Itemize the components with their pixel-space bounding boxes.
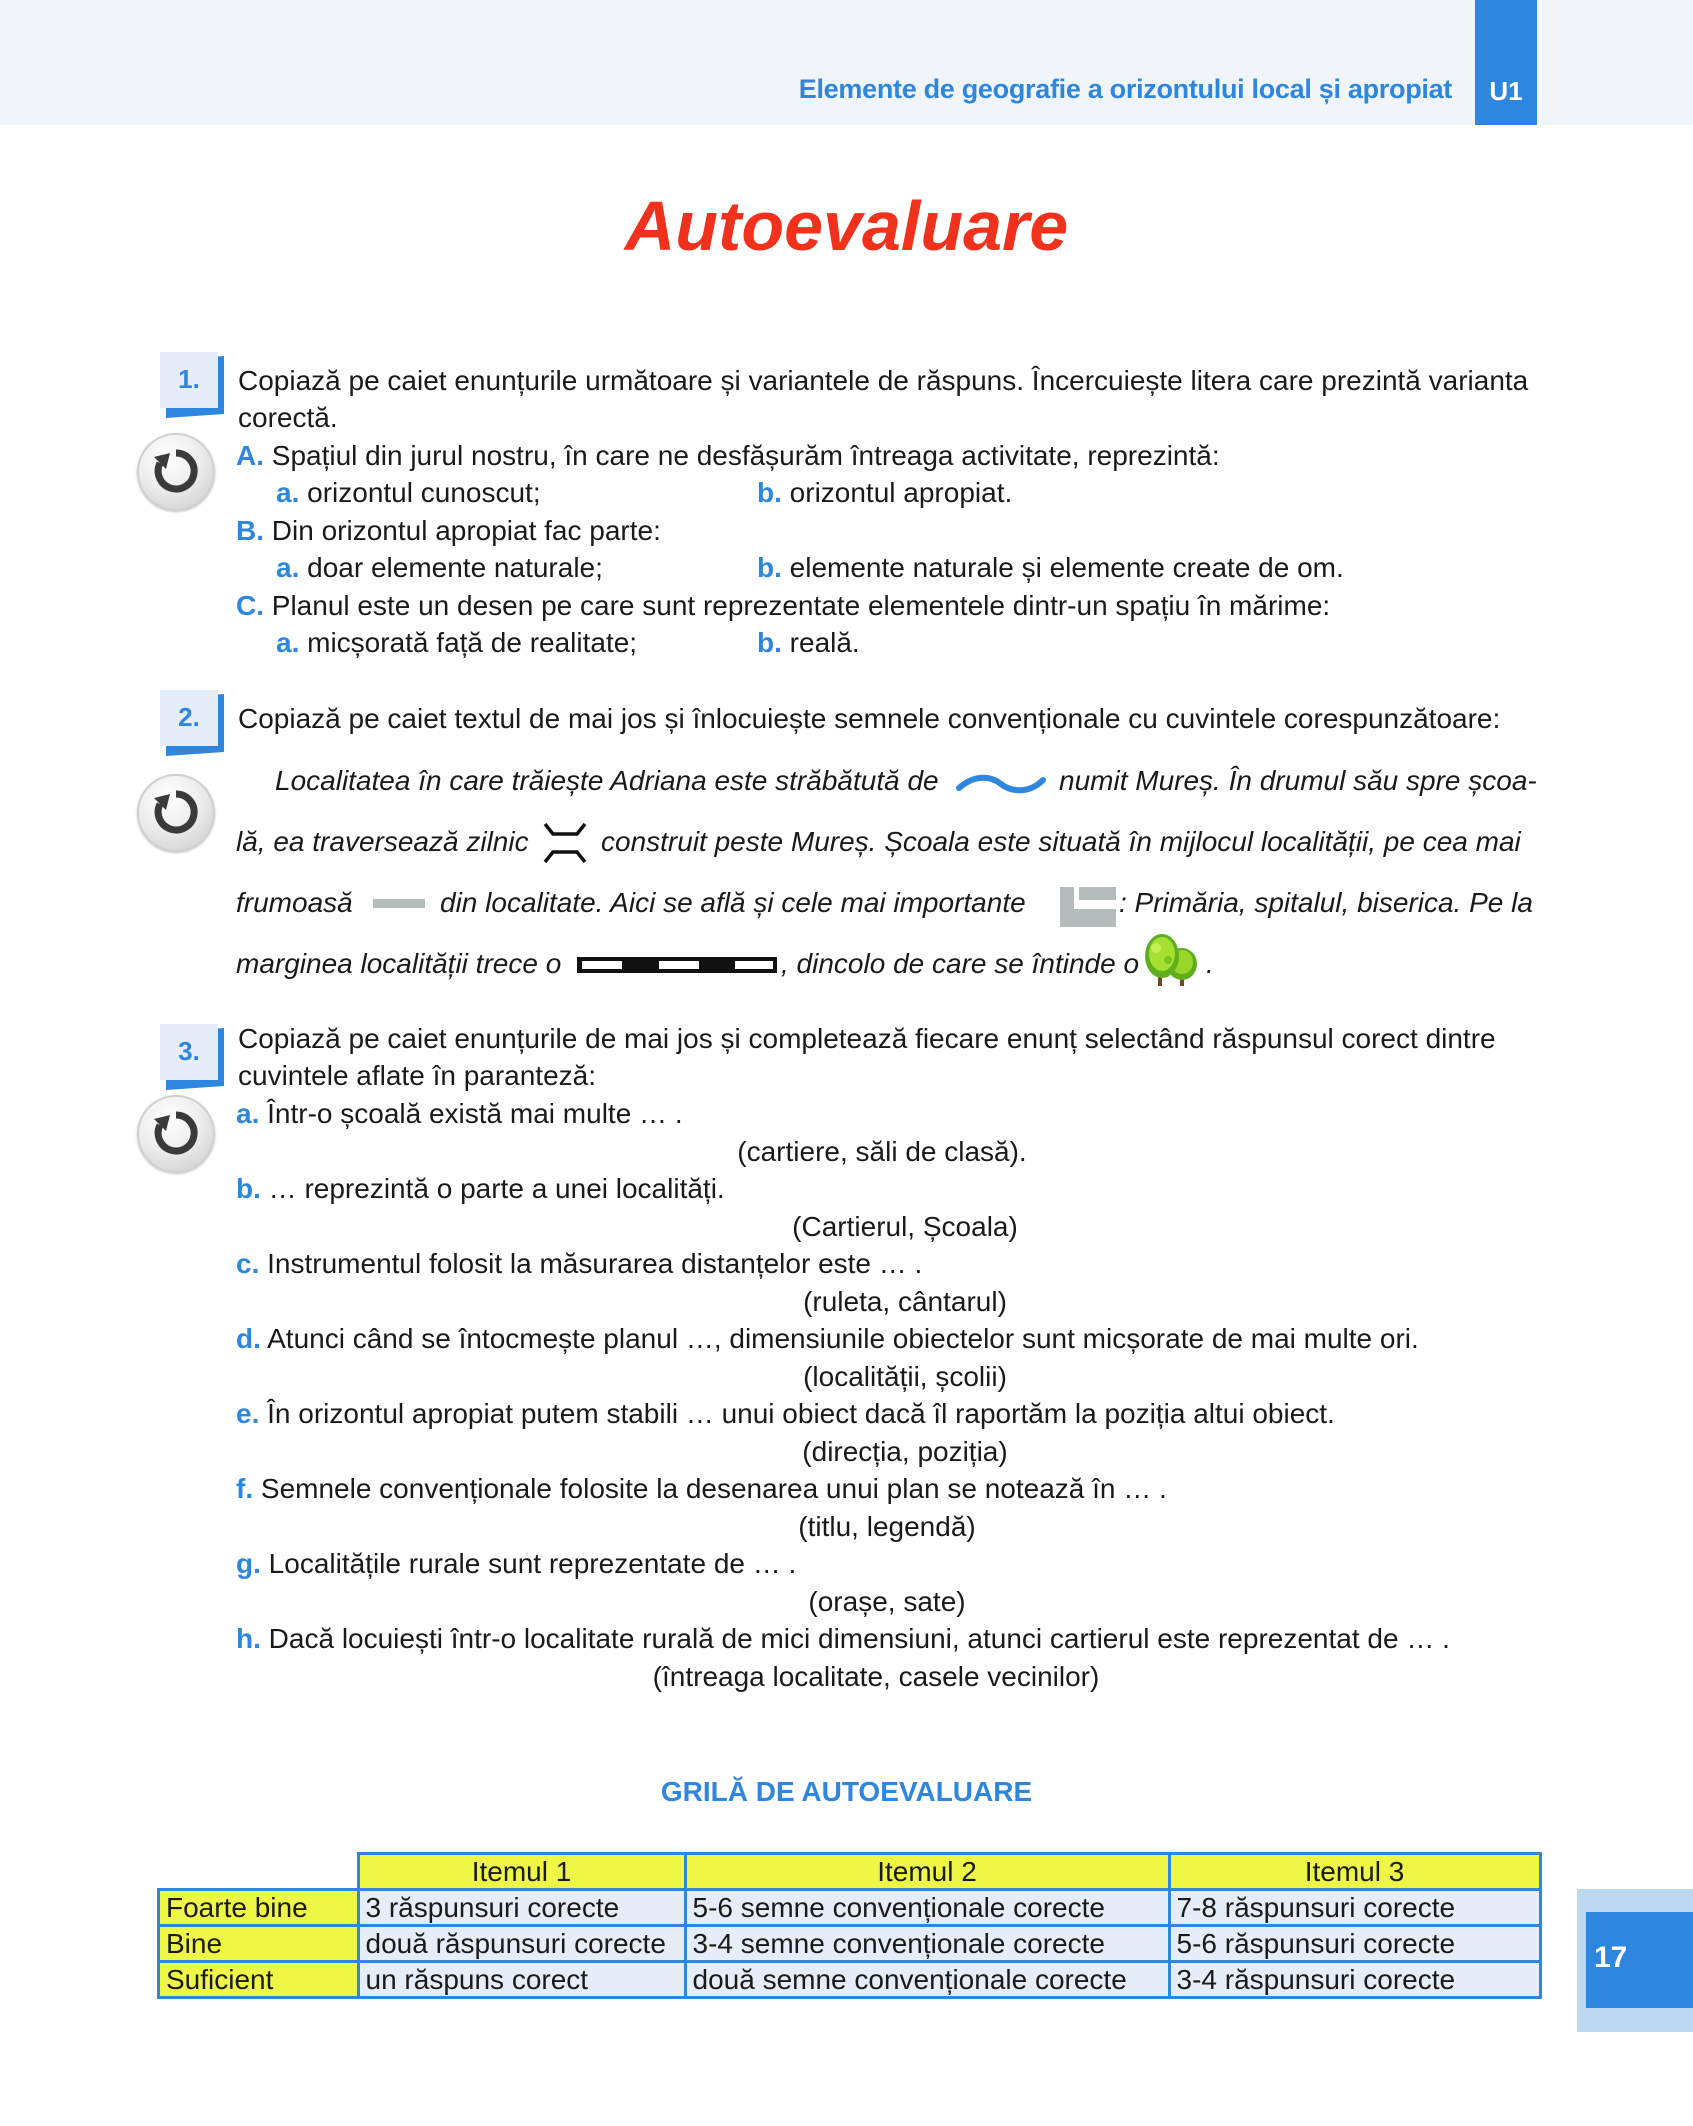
paragraph-text: , dincolo de care se întinde o [781, 948, 1140, 979]
option [276, 626, 637, 660]
paragraph-text: Localitatea în care trăiește Adriana este străbătută de [275, 765, 939, 796]
grid-row-label: Foarte bine [159, 1890, 359, 1926]
item-text: Localitățile rurale sunt reprezentate de … . [268, 1548, 797, 1579]
option-text: orizontul apropiat. [789, 477, 1013, 508]
exercise-number-badge [160, 1024, 218, 1082]
railway-symbol-icon [577, 957, 777, 973]
repeat-icon [137, 433, 215, 511]
grid-cell: două răspunsuri corecte [358, 1926, 685, 1962]
question-b [236, 514, 661, 548]
answer-choices: (localității, școlii) [803, 1360, 1007, 1392]
option-text: micșorată față de realitate; [307, 627, 638, 658]
option [276, 551, 603, 585]
unit-tab-label: U1 [1489, 76, 1523, 106]
item-label: e. [236, 1398, 260, 1429]
grid-cell: 3-4 semne convenționale corecte [685, 1926, 1169, 1962]
repeat-icon [137, 774, 215, 852]
grid-row [159, 1962, 1541, 1998]
option-text: doar elemente naturale; [307, 552, 603, 583]
option-text: elemente naturale și elemente create de om. [789, 552, 1344, 583]
grid-cell: un răspuns corect [358, 1962, 685, 1998]
option-text: reală. [789, 627, 860, 658]
exercise-instruction-cont: cuvintele aflate în paranteză: [238, 1060, 597, 1091]
answer-choices: (direcția, poziția) [802, 1435, 1008, 1467]
header-band [0, 0, 1693, 125]
question-label: A. [236, 440, 264, 471]
option-label: b. [757, 627, 782, 658]
fill-in-item [236, 1172, 725, 1206]
exercise-instruction: Copiază pe caiet textul de mai jos și înlocuiește semnele convenționale cu cuvintele corespunzătoare: [238, 703, 1501, 734]
fill-in-item [236, 1547, 796, 1581]
item-label: g. [236, 1548, 261, 1579]
grid-cell: 3 răspunsuri corecte [358, 1890, 685, 1926]
fill-in-item [236, 1097, 683, 1131]
grid-cell: 3-4 răspunsuri corecte [1169, 1962, 1540, 1998]
fill-in-item [236, 1322, 1419, 1356]
item-text: Într-o școală există mai multe … . [267, 1098, 683, 1129]
grid-cell: 5-6 răspunsuri corecte [1169, 1926, 1540, 1962]
option [757, 551, 1344, 585]
grid-header-row [159, 1854, 1541, 1890]
item-label: h. [236, 1623, 261, 1654]
item-label: c. [236, 1248, 260, 1279]
item-label: a. [236, 1098, 260, 1129]
grid-cell: 5-6 semne convenționale corecte [685, 1890, 1169, 1926]
self-evaluation-grid [157, 1852, 1542, 1999]
option [757, 626, 860, 660]
grid-row [159, 1890, 1541, 1926]
fill-in-item [236, 1247, 922, 1281]
fill-in-item [236, 1622, 1450, 1656]
option-label: b. [757, 552, 782, 583]
fill-in-item [236, 1397, 1335, 1431]
grid-corner [159, 1854, 359, 1890]
exercise-instruction: Copiază pe caiet enunțurile de mai jos și completează fiecare enunț selectând răspunsul corect dintre [238, 1023, 1496, 1054]
question-text: Spațiul din jurul nostru, în care ne desfășurăm întreaga activitate, reprezintă: [271, 440, 1220, 471]
exercise-number: 3. [178, 1036, 200, 1066]
option-label: b. [757, 477, 782, 508]
river-symbol-icon [955, 772, 1047, 796]
option-label: a. [276, 552, 300, 583]
repeat-icon [137, 1095, 215, 1173]
item-text: … reprezintă o parte a unei localități. [268, 1173, 725, 1204]
grid-cell: două semne convenționale corecte [685, 1962, 1169, 1998]
question-a [236, 439, 1220, 473]
answer-choices: (întreaga localitate, casele vecinilor) [652, 1660, 1100, 1692]
paragraph-text: numit Mureș. În drumul său spre școa- [1059, 765, 1537, 796]
paragraph-text: : Primăria, spitalul, biserica. Pe la [1119, 887, 1533, 918]
question-label: B. [236, 515, 264, 546]
paragraph-text: din localitate. Aici se află și cele mai importante [440, 887, 1026, 918]
institutions-symbol-icon [1060, 887, 1116, 927]
option-label: a. [276, 477, 300, 508]
fill-in-item [236, 1472, 1167, 1506]
question-text: Din orizontul apropiat fac parte: [271, 515, 661, 546]
paragraph-text: frumoasă [236, 887, 353, 918]
exercise-number: 2. [178, 702, 200, 732]
grid-column-header: Itemul 3 [1169, 1854, 1540, 1890]
exercise-number-badge [160, 690, 218, 748]
item-text: Instrumentul folosit la măsurarea distanțelor este … . [267, 1248, 923, 1279]
item-text: Semnele convenționale folosite la desenarea unui plan se notează în … . [260, 1473, 1167, 1504]
grid-cell: 7-8 răspunsuri corecte [1169, 1890, 1540, 1926]
question-label: C. [236, 590, 264, 621]
answer-choices: (cartiere, săli de clasă). [737, 1135, 1027, 1167]
grid-title: GRILĂ DE AUTOEVALUARE [660, 1776, 1033, 1807]
street-symbol-icon [373, 899, 425, 908]
answer-choices: (ruleta, cântarul) [803, 1285, 1007, 1317]
grid-row [159, 1926, 1541, 1962]
item-label: d. [236, 1323, 261, 1354]
unit-tab [1475, 0, 1537, 125]
grid-row-label: Suficient [159, 1962, 359, 1998]
bridge-symbol-icon [543, 822, 587, 864]
option [276, 476, 541, 510]
exercise-number-badge [160, 352, 218, 410]
item-text: Dacă locuiești într-o localitate rurală de mici dimensiuni, atunci cartierul este reprezentat de … . [268, 1623, 1450, 1654]
option-label: a. [276, 627, 300, 658]
page-number: 17 [1594, 1941, 1628, 1974]
answer-choices: (Cartierul, Școala) [792, 1210, 1018, 1242]
paragraph-text: lă, ea traversează zilnic [236, 826, 529, 857]
question-c [236, 589, 1330, 623]
paragraph-text: marginea localității trece o [236, 948, 562, 979]
item-text: În orizontul apropiat putem stabili … unui obiect dacă îl raportăm la poziția altui obiect. [267, 1398, 1335, 1429]
question-text: Planul este un desen pe care sunt reprezentate elementele dintr-un spațiu în mărime: [271, 590, 1331, 621]
chapter-title: Elemente de geografie a orizontului local și apropiat [798, 74, 1452, 104]
exercise-instruction: Copiază pe caiet enunțurile următoare și variantele de răspuns. Încercuiește litera care prezintă varianta [238, 365, 1529, 396]
item-label: b. [236, 1173, 261, 1204]
page-number-box [1586, 1912, 1693, 2008]
grid-column-header: Itemul 1 [358, 1854, 685, 1890]
paragraph-text: . [1206, 948, 1214, 979]
forest-symbol-icon [1142, 930, 1200, 988]
answer-choices: (orașe, sate) [808, 1585, 966, 1617]
answer-choices: (titlu, legendă) [798, 1510, 976, 1542]
paragraph-text: construit peste Mureș. Școala este situată în mijlocul localității, pe cea mai [601, 826, 1521, 857]
option-text: orizontul cunoscut; [307, 477, 541, 508]
item-label: f. [236, 1473, 254, 1504]
option [757, 476, 1012, 510]
grid-column-header: Itemul 2 [685, 1854, 1169, 1890]
item-text: Atunci când se întocmește planul …, dimensiunile obiectelor sunt micșorate de mai multe ori. [267, 1323, 1419, 1354]
exercise-instruction-cont: corectă. [238, 402, 338, 433]
exercise-number: 1. [178, 364, 200, 394]
page-title: Autoevaluare [624, 187, 1069, 265]
grid-row-label: Bine [159, 1926, 359, 1962]
